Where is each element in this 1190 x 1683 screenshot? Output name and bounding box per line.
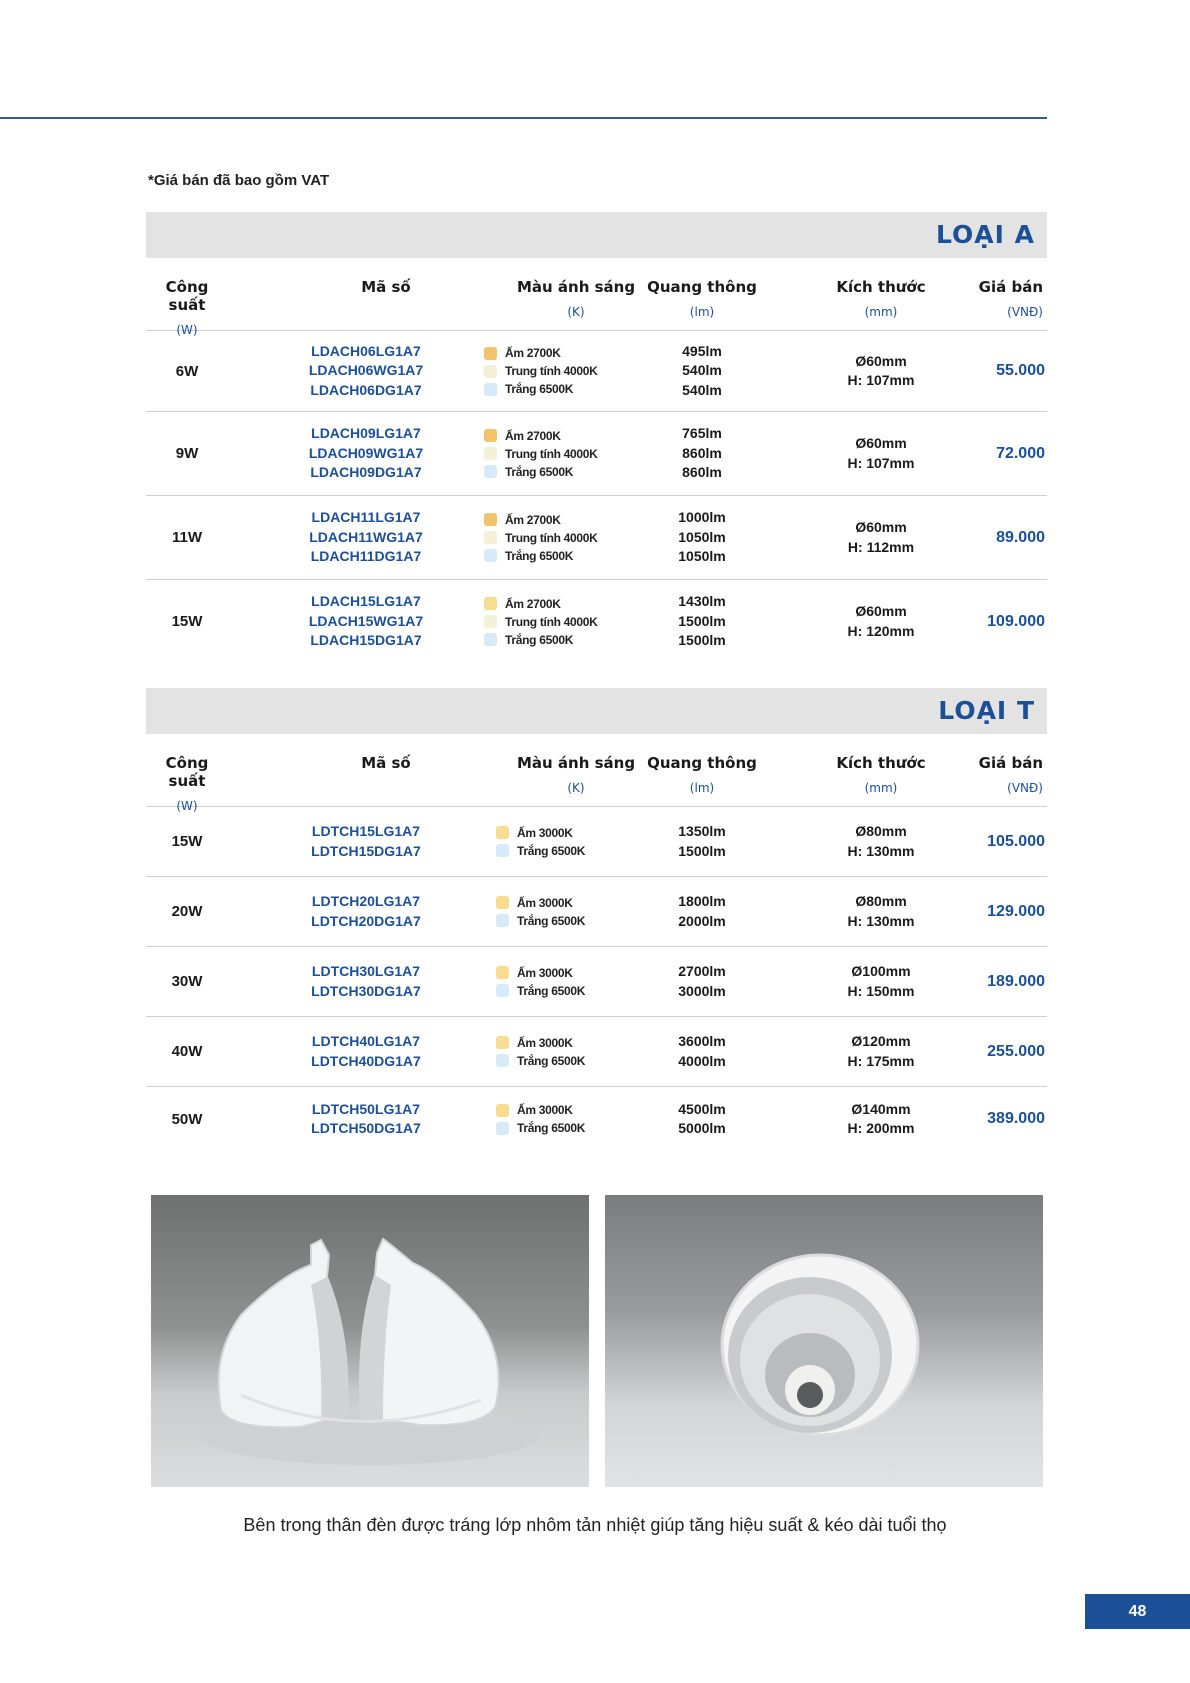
color-swatch-icon <box>484 549 497 562</box>
power-cell: 11W <box>171 529 202 546</box>
size-cell <box>806 412 956 495</box>
color-swatch-icon <box>496 914 509 927</box>
color-cell <box>484 331 644 411</box>
product-code: LDTCH40DG1A7 <box>311 1052 421 1069</box>
color-cell <box>484 496 644 579</box>
header-color: Màu ánh sáng (K) <box>516 278 636 319</box>
table-body <box>146 331 1047 663</box>
header-price: Giá bán (VNĐ) <box>978 754 1043 795</box>
size-value: H: 150mm <box>847 982 915 999</box>
code-cell <box>276 580 456 663</box>
flux-cell <box>646 807 758 876</box>
size-value: H: 200mm <box>847 1120 915 1136</box>
product-code: LDTCH15LG1A7 <box>311 823 421 839</box>
header-power: Công suất (W) <box>165 278 209 337</box>
header-price: Giá bán (VNĐ) <box>978 278 1043 319</box>
color-label: Trung tính 4000K <box>505 614 598 629</box>
color-swatch-icon <box>484 597 497 610</box>
product-code: LDACH06LG1A7 <box>311 342 421 359</box>
color-label: Ấm 3000K <box>517 895 573 910</box>
flux-cell <box>646 1087 758 1151</box>
product-code: LDTCH50DG1A7 <box>311 1120 421 1136</box>
color-cell <box>496 1087 656 1151</box>
size-value: H: 130mm <box>847 912 915 929</box>
color-cell <box>496 877 656 946</box>
code-cell <box>276 807 456 876</box>
table-row <box>146 1087 1047 1151</box>
color-label: Ấm 3000K <box>517 1103 573 1117</box>
size-value: Ø60mm <box>855 603 907 619</box>
color-option <box>496 982 585 1000</box>
code-cell <box>276 331 456 411</box>
size-value: H: 107mm <box>847 372 915 388</box>
flux-value: 4000lm <box>678 1052 726 1069</box>
color-swatch-icon <box>496 1104 509 1117</box>
flux-value: 2700lm <box>678 963 726 979</box>
product-code: LDTCH30DG1A7 <box>311 982 421 999</box>
color-option <box>496 1119 585 1137</box>
table-row <box>146 877 1047 947</box>
flux-value: 4500lm <box>678 1100 726 1117</box>
flux-value: 1500lm <box>678 842 726 859</box>
power-cell: 50W <box>171 1110 203 1128</box>
flux-value: 2000lm <box>678 912 726 929</box>
header-code: Mã số <box>361 754 411 772</box>
flux-cell <box>646 331 758 411</box>
product-code: LDTCH15DG1A7 <box>311 842 421 859</box>
power-cell: 40W <box>171 1043 203 1060</box>
color-cell <box>484 412 644 495</box>
size-cell <box>806 877 956 946</box>
flux-cell <box>646 1017 758 1086</box>
color-label: Trắng 6500K <box>517 843 586 858</box>
product-code: LDTCH40LG1A7 <box>311 1033 421 1049</box>
table-row <box>146 807 1047 877</box>
color-option <box>496 912 585 930</box>
color-option <box>496 1034 573 1052</box>
header-power: Công suất (W) <box>165 754 209 813</box>
color-option <box>496 842 585 860</box>
price-cell: 55.000 <box>996 362 1045 379</box>
photo-caption: Bên trong thân đèn được tráng lớp nhôm tản nhiệt giúp tăng hiệu suất & kéo dài tuổi thọ <box>243 1515 947 1535</box>
section-loai-a <box>146 212 1047 663</box>
price-cell: 72.000 <box>996 444 1045 462</box>
color-label: Ấm 3000K <box>517 1035 573 1050</box>
color-swatch-icon <box>484 365 497 378</box>
color-swatch-icon <box>484 513 497 526</box>
table-row <box>146 580 1047 663</box>
header-color: Màu ánh sáng (K) <box>516 754 636 795</box>
vat-note: *Giá bán đã bao gồm VAT <box>148 172 330 189</box>
size-cell <box>806 580 956 663</box>
flux-value: 860lm <box>682 464 722 481</box>
section-title: LOẠI A <box>936 220 1035 249</box>
color-label: Trung tính 4000K <box>505 364 598 378</box>
color-label: Trắng 6500K <box>505 382 574 396</box>
price-cell: 129.000 <box>987 902 1045 920</box>
size-value: Ø80mm <box>855 893 907 909</box>
color-swatch-icon <box>484 465 497 478</box>
color-cell <box>484 580 644 663</box>
color-option <box>496 964 573 982</box>
flux-cell <box>646 496 758 579</box>
section-title: LOẠI T <box>938 696 1035 725</box>
product-code: LDACH11WG1A7 <box>309 528 423 545</box>
product-code: LDACH11LG1A7 <box>311 509 421 526</box>
color-swatch-icon <box>496 966 509 979</box>
size-cell <box>806 1017 956 1086</box>
flux-cell <box>646 412 758 495</box>
color-swatch-icon <box>496 1122 509 1135</box>
color-swatch-icon <box>496 844 509 857</box>
color-option <box>484 511 561 529</box>
color-label: Ấm 2700K <box>505 512 561 527</box>
price-cell: 105.000 <box>987 832 1045 850</box>
color-label: Ấm 3000K <box>517 965 573 980</box>
table-row <box>146 412 1047 496</box>
flux-value: 1500lm <box>678 632 726 649</box>
color-label: Ấm 2700K <box>505 346 561 360</box>
color-swatch-icon <box>484 347 497 360</box>
lamp-reflector-photo <box>605 1195 1043 1487</box>
flux-cell <box>646 947 758 1016</box>
page-number: 48 <box>1085 1594 1190 1629</box>
size-cell <box>806 1087 956 1151</box>
section-band <box>146 688 1047 734</box>
price-cell: 89.000 <box>996 528 1045 546</box>
color-label: Ấm 2700K <box>505 596 561 611</box>
color-swatch-icon <box>496 1036 509 1049</box>
color-label: Trắng 6500K <box>517 1053 586 1068</box>
size-value: Ø60mm <box>855 352 907 369</box>
product-code: LDACH15WG1A7 <box>308 612 424 629</box>
color-option <box>496 894 573 912</box>
table-header <box>146 734 1047 813</box>
flux-value: 540lm <box>682 381 722 398</box>
flux-cell <box>646 877 758 946</box>
color-label: Trắng 6500K <box>517 983 586 998</box>
color-label: Trắng 6500K <box>517 913 586 928</box>
flux-value: 1500lm <box>678 612 726 629</box>
size-value: Ø80mm <box>855 823 907 839</box>
power-cell: 15W <box>171 833 203 850</box>
size-value: H: 112mm <box>847 538 915 555</box>
lamp-halves-illustration <box>151 1195 589 1487</box>
header-size: Kích thước (mm) <box>836 278 926 319</box>
color-label: Trắng 6500K <box>505 464 574 479</box>
flux-value: 765lm <box>682 425 722 442</box>
color-cell <box>496 947 656 1016</box>
color-option <box>484 529 598 547</box>
product-code: LDACH15LG1A7 <box>311 593 421 610</box>
size-value: H: 130mm <box>847 842 915 859</box>
flux-value: 1000lm <box>678 509 726 526</box>
power-cell: 20W <box>171 903 203 920</box>
code-cell <box>276 1087 456 1151</box>
table-row <box>146 947 1047 1017</box>
code-cell <box>276 496 456 579</box>
color-label: Ấm 3000K <box>517 825 573 840</box>
code-cell <box>276 412 456 495</box>
product-code: LDACH06DG1A7 <box>310 381 422 398</box>
product-code: LDACH09LG1A7 <box>311 425 421 442</box>
color-label: Ấm 2700K <box>505 428 561 443</box>
code-cell <box>276 1017 456 1086</box>
product-code: LDACH15DG1A7 <box>310 632 422 649</box>
flux-value: 1800lm <box>678 893 726 909</box>
color-swatch-icon <box>484 447 497 460</box>
top-rule <box>0 117 1047 119</box>
price-cell: 389.000 <box>987 1110 1045 1127</box>
color-option <box>484 380 573 398</box>
section-loai-t <box>146 688 1047 1151</box>
color-option <box>484 595 561 613</box>
table-header <box>146 258 1047 337</box>
flux-value: 1350lm <box>678 823 726 839</box>
color-cell <box>496 807 656 876</box>
flux-value: 3000lm <box>678 982 726 999</box>
color-swatch-icon <box>484 383 497 396</box>
flux-value: 860lm <box>682 444 722 461</box>
color-swatch-icon <box>484 615 497 628</box>
color-cell <box>496 1017 656 1086</box>
color-option <box>484 631 573 649</box>
color-option <box>484 547 573 565</box>
product-code: LDACH09WG1A7 <box>308 444 424 461</box>
product-code: LDTCH20LG1A7 <box>311 893 421 909</box>
color-option <box>484 613 598 631</box>
header-size: Kích thước (mm) <box>836 754 926 795</box>
product-code: LDTCH50LG1A7 <box>311 1100 421 1117</box>
power-cell: 9W <box>175 445 199 462</box>
flux-value: 495lm <box>682 342 722 359</box>
color-swatch-icon <box>484 633 497 646</box>
section-band <box>146 212 1047 258</box>
color-label: Trung tính 4000K <box>505 446 598 461</box>
color-label: Trắng 6500K <box>517 1121 586 1135</box>
color-swatch-icon <box>484 531 497 544</box>
color-swatch-icon <box>496 896 509 909</box>
size-value: Ø120mm <box>851 1033 911 1049</box>
product-code: LDACH06WG1A7 <box>308 362 424 379</box>
color-label: Trắng 6500K <box>505 632 574 647</box>
color-option <box>496 1101 573 1119</box>
flux-value: 1050lm <box>678 548 726 565</box>
color-option <box>496 824 573 842</box>
power-cell: 6W <box>175 362 199 380</box>
color-swatch-icon <box>496 984 509 997</box>
size-cell <box>806 331 956 411</box>
flux-value: 1050lm <box>678 528 726 545</box>
size-value: Ø60mm <box>855 435 907 451</box>
size-cell <box>806 496 956 579</box>
table-body <box>146 807 1047 1151</box>
color-swatch-icon <box>496 1054 509 1067</box>
size-cell <box>806 947 956 1016</box>
color-label: Trung tính 4000K <box>505 530 598 545</box>
power-cell: 30W <box>171 973 203 990</box>
product-code: LDTCH30LG1A7 <box>311 963 421 979</box>
color-option <box>484 427 561 445</box>
color-option <box>484 463 573 481</box>
size-cell <box>806 807 956 876</box>
size-value: Ø100mm <box>851 963 911 979</box>
product-code: LDACH09DG1A7 <box>310 464 422 481</box>
flux-value: 3600lm <box>678 1033 726 1049</box>
reflector-illustration <box>605 1195 1043 1487</box>
code-cell <box>276 947 456 1016</box>
flux-value: 5000lm <box>678 1120 726 1136</box>
flux-value: 1430lm <box>678 593 726 610</box>
color-swatch-icon <box>496 826 509 839</box>
color-option <box>496 1052 585 1070</box>
flux-value: 540lm <box>682 362 722 379</box>
table-row <box>146 331 1047 412</box>
flux-cell <box>646 580 758 663</box>
table-row <box>146 1017 1047 1087</box>
header-flux: Quang thông (lm) <box>647 754 757 795</box>
size-value: Ø140mm <box>851 1100 911 1117</box>
color-label: Trắng 6500K <box>505 548 574 563</box>
product-code: LDTCH20DG1A7 <box>311 912 421 929</box>
price-cell: 109.000 <box>987 612 1045 630</box>
size-value: Ø60mm <box>855 519 907 535</box>
price-cell: 189.000 <box>987 972 1045 990</box>
size-value: H: 175mm <box>847 1052 915 1069</box>
color-option <box>484 344 561 362</box>
product-code: LDACH11DG1A7 <box>310 548 422 565</box>
header-code: Mã số <box>361 278 411 296</box>
color-swatch-icon <box>484 429 497 442</box>
lamp-body-cutaway-photo <box>151 1195 589 1487</box>
table-row <box>146 496 1047 580</box>
color-option <box>484 445 598 463</box>
size-value: H: 107mm <box>847 454 915 471</box>
color-option <box>484 362 598 380</box>
price-cell: 255.000 <box>987 1042 1045 1060</box>
header-flux: Quang thông (lm) <box>647 278 757 319</box>
power-cell: 15W <box>171 613 203 630</box>
code-cell <box>276 877 456 946</box>
size-value: H: 120mm <box>847 622 915 639</box>
